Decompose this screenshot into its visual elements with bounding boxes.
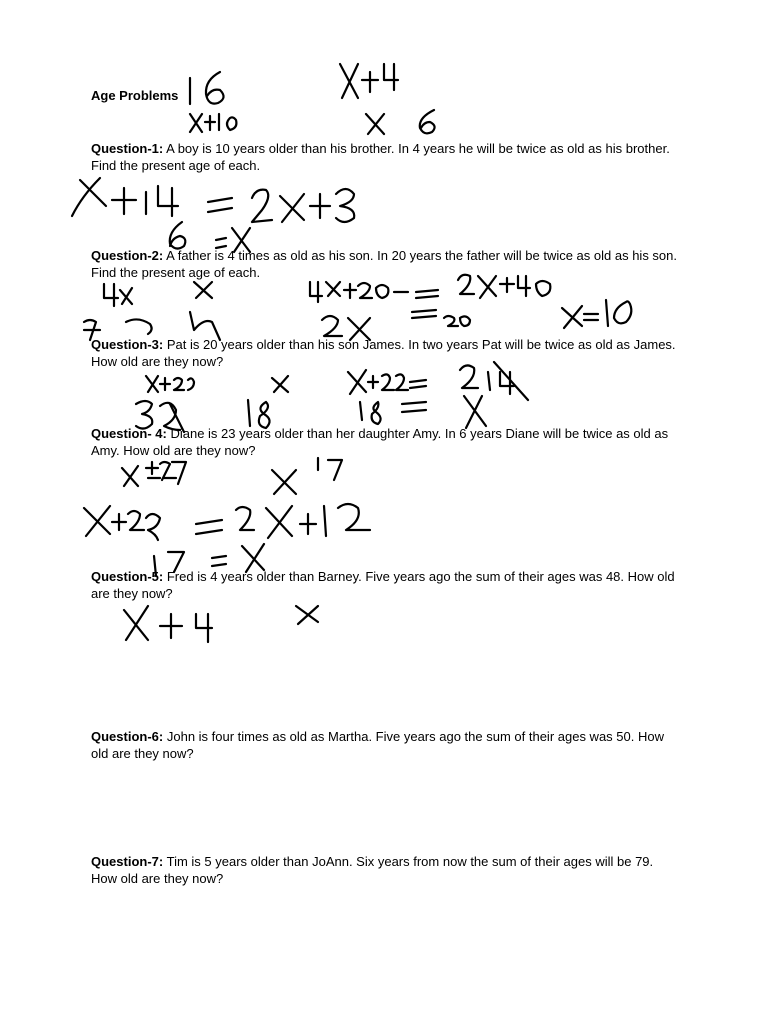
question-2	[91, 247, 681, 281]
question-5	[91, 568, 681, 602]
question-4-label: Question- 4:	[91, 426, 167, 441]
question-6-label: Question-6:	[91, 729, 164, 744]
question-7-label: Question-7:	[91, 854, 164, 869]
question-1-text: A boy is 10 years older than his brother. In 4 years he will be twice as old as his brother. Find the present age of each.	[91, 141, 670, 173]
worksheet-title: Age Problems	[91, 88, 179, 103]
handwriting-q5-work	[124, 606, 318, 642]
handwriting-q3-work	[136, 362, 528, 432]
question-5-text: Fred is 4 years older than Barney. Five years ago the sum of their ages was 48. How old are they now?	[91, 569, 675, 601]
question-1	[91, 140, 681, 174]
question-2-text: A father is 4 times as old as his son. In 20 years the father will be twice as old as his son. Find the present age of each.	[91, 248, 678, 280]
question-1-label: Question-1:	[91, 141, 164, 156]
question-7	[91, 853, 681, 887]
question-3	[91, 336, 681, 370]
question-5-label: Question-5:	[91, 569, 164, 584]
question-6-text: John is four times as old as Martha. Five years ago the sum of their ages was 50. How old are they now?	[91, 729, 664, 761]
question-4	[91, 425, 681, 459]
question-3-label: Question-3:	[91, 337, 164, 352]
handwriting-q1-header-notes	[190, 64, 435, 134]
handwriting-q1-work	[72, 178, 354, 252]
question-7-text: Tim is 5 years older than JoAnn. Six years from now the sum of their ages will be 79. How old are they now?	[91, 854, 654, 886]
handwriting-q4-work	[84, 458, 370, 576]
handwriting-q2-work	[84, 275, 631, 340]
question-4-text: Diane is 23 years older than her daughter Amy. In 6 years Diane will be twice as old as Amy. How old are they now?	[91, 426, 669, 458]
question-2-label: Question-2:	[91, 248, 164, 263]
question-3-text: Pat is 20 years older than his son James. In two years Pat will be twice as old as James. How old are they now?	[91, 337, 676, 369]
question-6	[91, 728, 681, 762]
